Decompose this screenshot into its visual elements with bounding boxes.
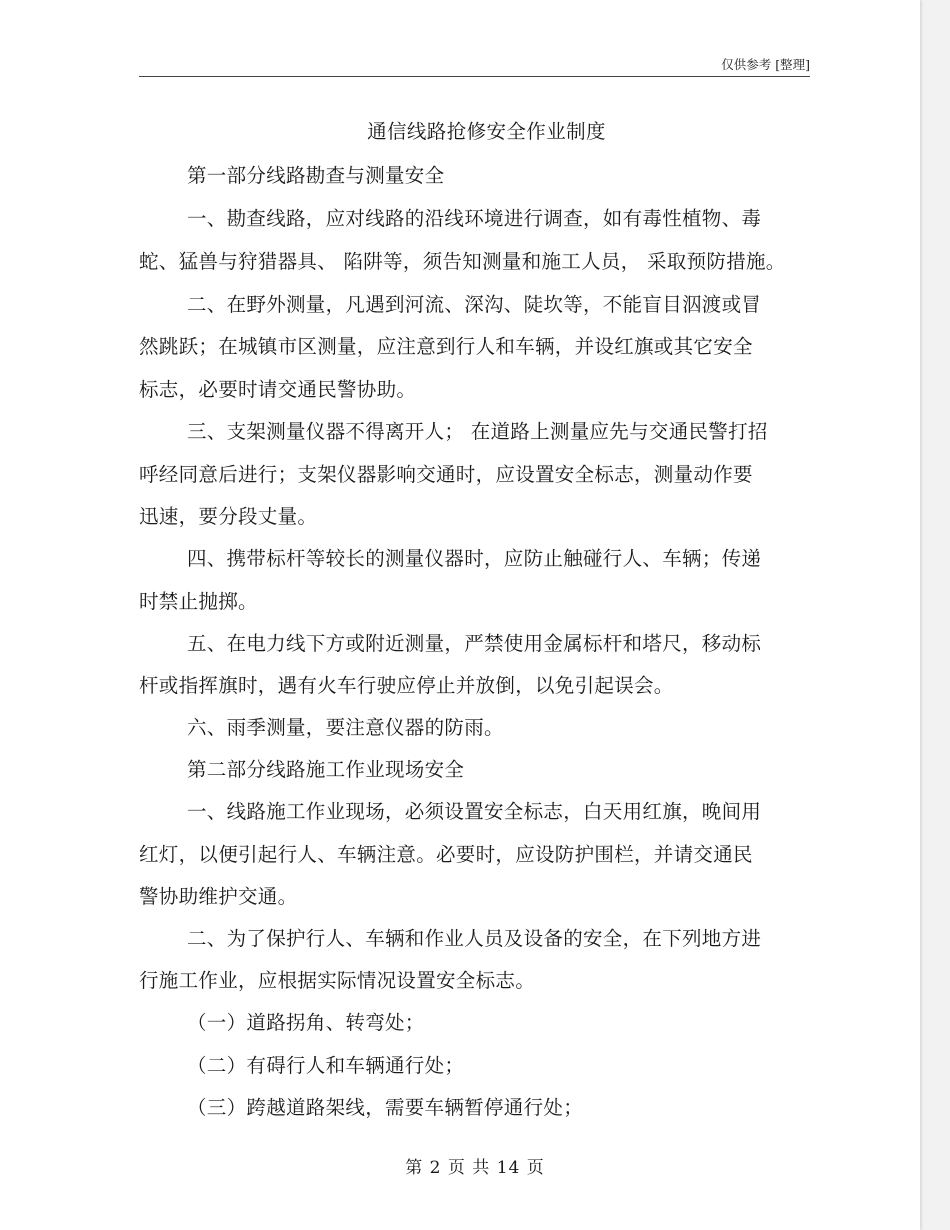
paragraph-line: 六、雨季测量，要注意仪器的防雨。	[187, 716, 504, 739]
list-item: （一）道路拐角、转弯处；	[187, 1011, 425, 1034]
paragraph-line: 五、在电力线下方或附近测量，严禁使用金属标杆和塔尺，移动标	[187, 632, 762, 655]
paragraph-line: 杆或指挥旗时，遇有火车行驶应停止并放倒，以免引起误会。	[139, 674, 674, 697]
paragraph-line: 行施工作业，应根据实际情况设置安全标志。	[139, 969, 536, 992]
document-title: 通信线路抢修安全作业制度	[367, 120, 606, 143]
paragraph-line: 三、支架测量仪器不得离开人； 在道路上测量应先与交通民警打招	[187, 420, 768, 443]
paragraph-line: 标志，必要时请交通民警协助。	[139, 378, 417, 401]
list-item: （二）有碍行人和车辆通行处；	[187, 1054, 465, 1077]
paragraph-line: 蛇、猛兽与狩猎器具、 陷阱等，须告知测量和施工人员， 采取预防措施。	[139, 250, 786, 273]
paragraph-line: 一、线路施工作业现场，必须设置安全标志，白天用红旗，晚间用	[187, 800, 762, 823]
section-heading: 第一部分线路勘查与测量安全	[187, 164, 445, 187]
paragraph-line: 红灯，以便引起行人、车辆注意。必要时，应设防护围栏，并请交通民	[139, 843, 753, 866]
header-divider	[139, 76, 810, 77]
paragraph-line: 警协助维护交通。	[139, 885, 298, 908]
paragraph-line: 二、为了保护行人、车辆和作业人员及设备的安全，在下列地方进	[187, 927, 762, 950]
paragraph-line: 然跳跃；在城镇市区测量，应注意到行人和车辆，并设红旗或其它安全	[139, 335, 753, 358]
paragraph-line: 时禁止抛掷。	[139, 590, 258, 613]
paragraph-line: 呼经同意后进行；支架仪器影响交通时，应设置安全标志，测量动作要	[139, 463, 753, 486]
paragraph-line: 迅速，要分段丈量。	[139, 505, 318, 528]
paragraph-line: 四、携带标杆等较长的测量仪器时，应防止触碰行人、车辆；传递	[187, 547, 762, 570]
paragraph-line: 一、勘查线路，应对线路的沿线环境进行调查，如有毒性植物、毒	[187, 207, 762, 230]
header-note: 仅供参考 [整理]	[721, 57, 810, 72]
page-number: 第 2 页 共 14 页	[405, 1158, 545, 1178]
section-heading: 第二部分线路施工作业现场安全	[187, 758, 465, 781]
paragraph-line: 二、在野外测量，凡遇到河流、深沟、陡坎等，不能盲目泅渡或冒	[187, 293, 762, 316]
list-item: （三）跨越道路架线，需要车辆暂停通行处；	[187, 1096, 584, 1119]
